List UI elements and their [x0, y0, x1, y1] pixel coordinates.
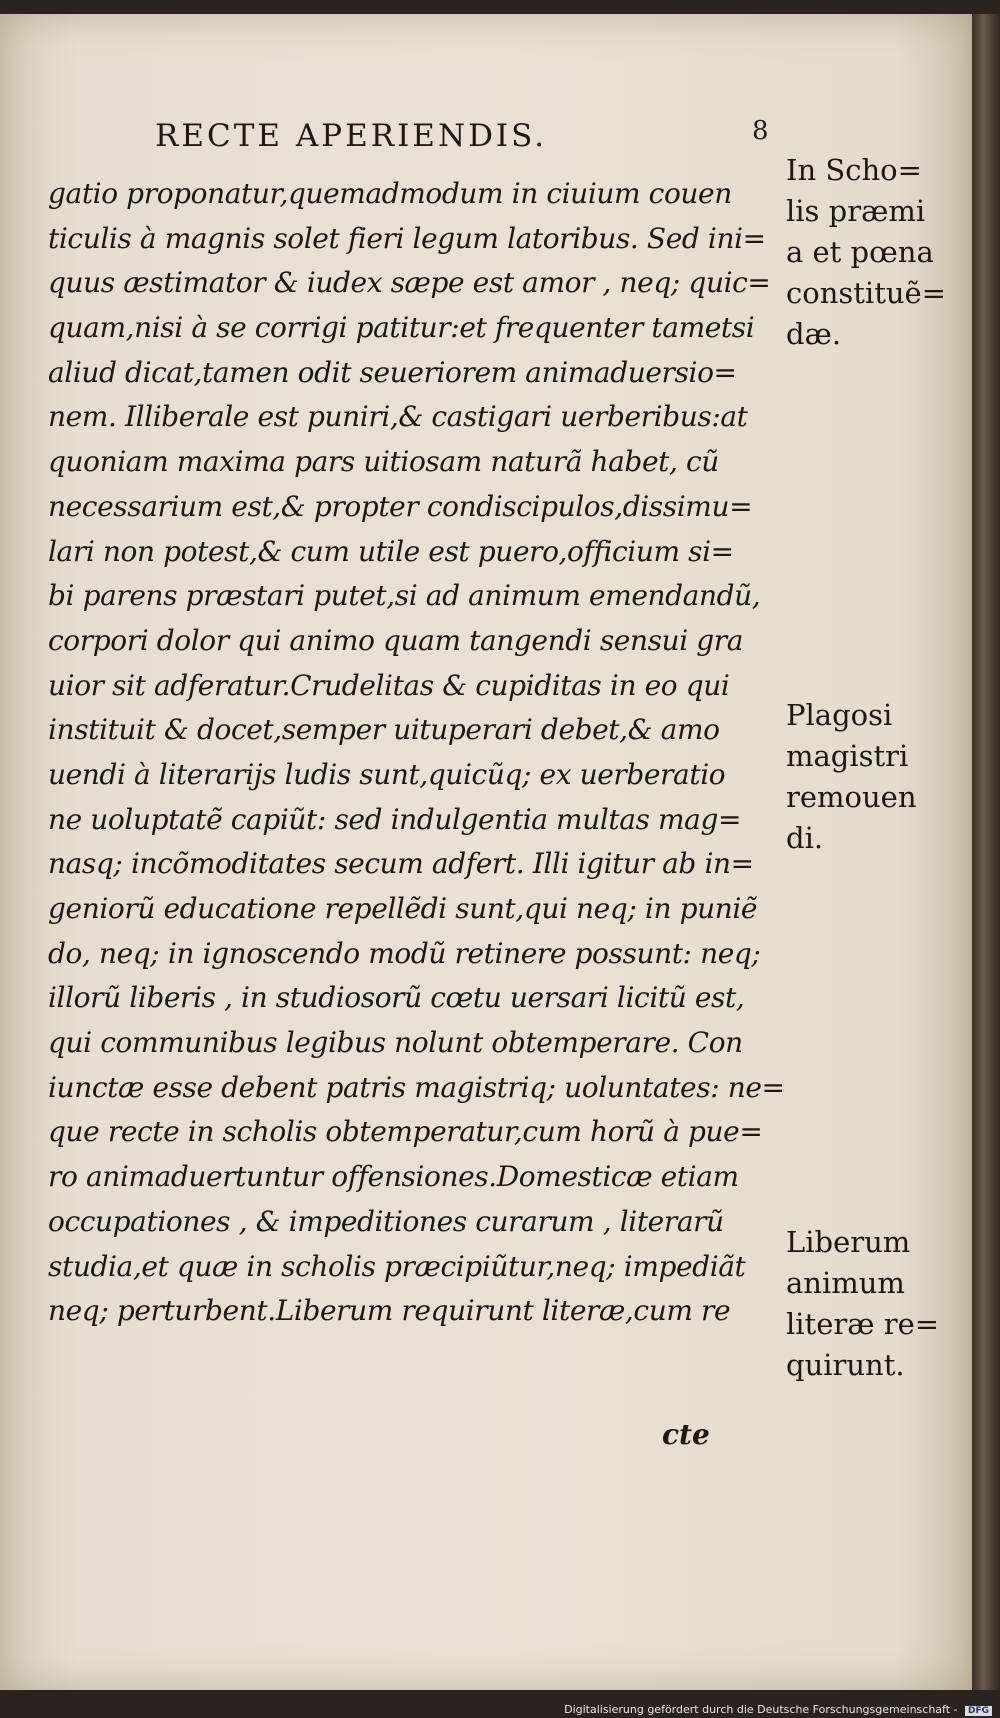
digitization-credit [564, 1703, 992, 1716]
text-line: do, neq; in ignoscendo modũ retinere possunt: neq; [48, 936, 761, 970]
marginal-line: dæ. [786, 317, 842, 351]
text-line: bi parens præstari putet,si ad animum emendandũ, [48, 579, 761, 613]
marginal-note-free-mind [786, 1222, 939, 1386]
credit-text: Digitalisierung gefördert durch die Deutsche Forschungsgemeinschaft - [564, 1703, 958, 1716]
text-line: nasq; incõmoditates secum adfert. Illi igitur ab in= [48, 847, 754, 881]
text-line: necessarium est,& propter condiscipulos,dissimu= [48, 489, 753, 523]
marginal-line: lis præmi [786, 194, 926, 228]
text-line: instituit & docet,semper uituperari debet,& amo [48, 713, 720, 747]
text-line: geniorũ educatione repellẽdi sunt,qui neq; in puniẽ [48, 892, 758, 925]
text-line: uior sit adferatur.Crudelitas & cupiditas in eo qui [48, 668, 730, 702]
text-line: uendi à literarijs ludis sunt,quicũq; ex uerberatio [48, 757, 726, 791]
marginal-line: di. [786, 821, 824, 855]
text-line: ne uoluptatẽ capiũt: sed indulgentia multas mag= [48, 802, 742, 836]
catchword: cte [662, 1418, 710, 1451]
text-line: studia,et quæ in scholis præcipiũtur,neq; impediãt [48, 1249, 746, 1283]
text-line: quus æstimator & iudex sæpe est amor , neq; quic= [48, 266, 771, 300]
text-line: occupationes , & impeditiones curarum , literarũ [48, 1204, 724, 1238]
text-line: gatio proponatur,quemadmodum in ciuium couen [48, 177, 732, 210]
marginal-note-rewards-punishments [786, 150, 946, 355]
text-line: aliud dicat,tamen odit seueriorem animaduersio= [48, 355, 737, 389]
running-title: RECTE APERIENDIS. [155, 118, 548, 154]
marginal-line: animum [786, 1266, 905, 1300]
marginal-line: remouen [786, 780, 917, 814]
text-line: illorũ liberis , in studiosorũ cœtu uersari licitũ est, [48, 981, 745, 1015]
text-line: nem. Illiberale est puniri,& castigari uerberibus:at [48, 400, 748, 434]
text-line: iunctæ esse debent patris magistriq; uoluntates: ne= [48, 1070, 785, 1104]
marginal-line: In Scho= [786, 153, 922, 187]
marginal-line: magistri [786, 739, 909, 773]
marginal-line: a et pœna [786, 235, 934, 269]
marginal-line: constituẽ= [786, 276, 946, 310]
page-edge [972, 14, 1000, 1690]
text-line: neq; perturbent.Liberum requirunt literæ,cum re [48, 1294, 731, 1328]
marginal-line: literæ re= [786, 1307, 940, 1341]
text-line: qui communibus legibus nolunt obtemperare. Con [48, 1026, 743, 1060]
page-number: 8 [752, 116, 769, 146]
marginal-line: Plagosi [786, 698, 893, 732]
dfg-logo: DFG [965, 1706, 992, 1716]
text-line: corpori dolor qui animo quam tangendi sensui gra [48, 623, 744, 657]
text-line: lari non potest,& cum utile est puero,officium si= [48, 534, 734, 568]
text-line: quoniam maxima pars uitiosam naturã habet, cũ [48, 445, 719, 479]
marginal-note-flogging-masters [786, 695, 917, 859]
text-line: ticulis à magnis solet fieri legum latoribus. Sed ini= [48, 221, 766, 255]
marginal-line: Liberum [786, 1225, 911, 1259]
marginal-line: quirunt. [786, 1348, 905, 1382]
text-line: ro animaduertuntur offensiones.Domesticæ etiam [48, 1160, 739, 1194]
text-line: que recte in scholis obtemperatur,cum horũ à pue= [48, 1115, 763, 1149]
body-text [48, 172, 785, 1334]
text-line: quam,nisi à se corrigi patitur:et frequenter tametsi [48, 311, 755, 345]
